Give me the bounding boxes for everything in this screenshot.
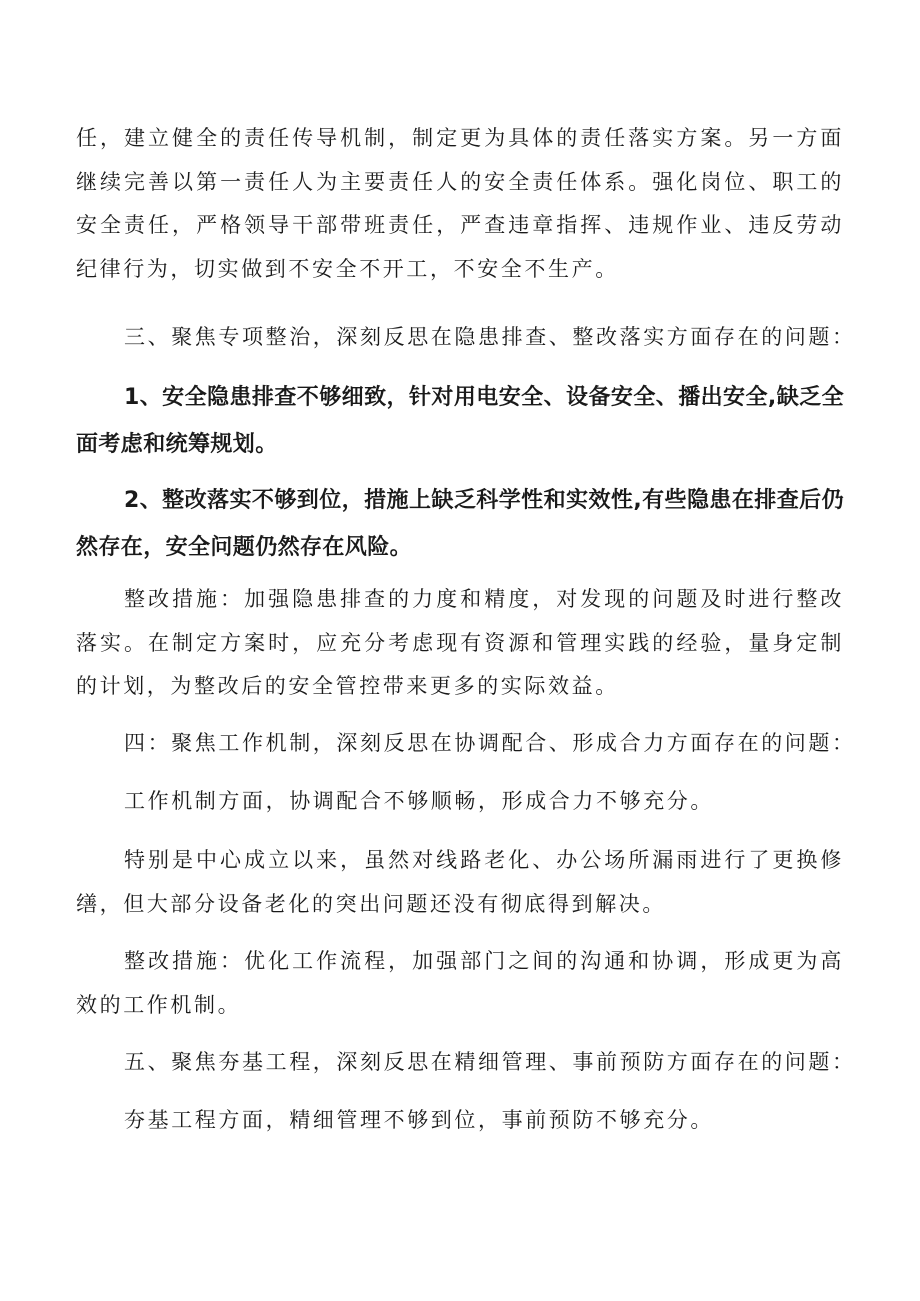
paragraph-equipment-aging: 特别是中心成立以来，虽然对线路老化、办公场所漏雨进行了更换修缮，但大部分设备老化的突出问题还没有彻底得到解决。: [76, 848, 844, 916]
heading-section-four: 四：聚焦工作机制，深刻反思在协调配合、形成合力方面存在的问题：: [124, 731, 856, 755]
paragraph-issue-two: 2、整改落实不够到位，措施上缺乏科学性和实效性,有些隐患在排查后仍然存在，安全问题仍然存在风险。: [76, 488, 844, 560]
paragraph-rectification-measures-one: 整改措施：加强隐患排查的力度和精度，对发现的问题及时进行整改落实。在制定方案时，应充分考虑现有资源和管理实践的经验，量身定制的计划，为整改后的安全管控带来更多的实际效益。: [76, 587, 844, 698]
paragraph-work-mechanism: 工作机制方面，协调配合不够顺畅，形成合力不够充分。: [124, 789, 714, 813]
paragraph-foundation-project: 夯基工程方面，精细管理不够到位，事前预防不够充分。: [124, 1108, 714, 1132]
paragraph-rectification-measures-two: 整改措施：优化工作流程，加强部门之间的沟通和协调，形成更为高效的工作机制。: [76, 949, 844, 1017]
paragraph-responsibility-system: 任，建立健全的责任传导机制，制定更为具体的责任落实方案。另一方面继续完善以第一责任人为主要责任人的安全责任体系。强化岗位、职工的安全责任，严格领导干部带班责任，严查违章指挥、违规作业、违反劳动纪律行为，切实做到不安全不开工，不安全不生产。: [76, 126, 844, 281]
paragraph-issue-one: 1、安全隐患排查不够细致，针对用电安全、设备安全、播出安全,缺乏全面考虑和统筹规划。: [76, 385, 844, 457]
heading-section-five: 五、聚焦夯基工程，深刻反思在精细管理、事前预防方面存在的问题：: [124, 1050, 856, 1074]
heading-section-three: 三、聚焦专项整治，深刻反思在隐患排查、整改落实方面存在的问题：: [124, 325, 856, 349]
